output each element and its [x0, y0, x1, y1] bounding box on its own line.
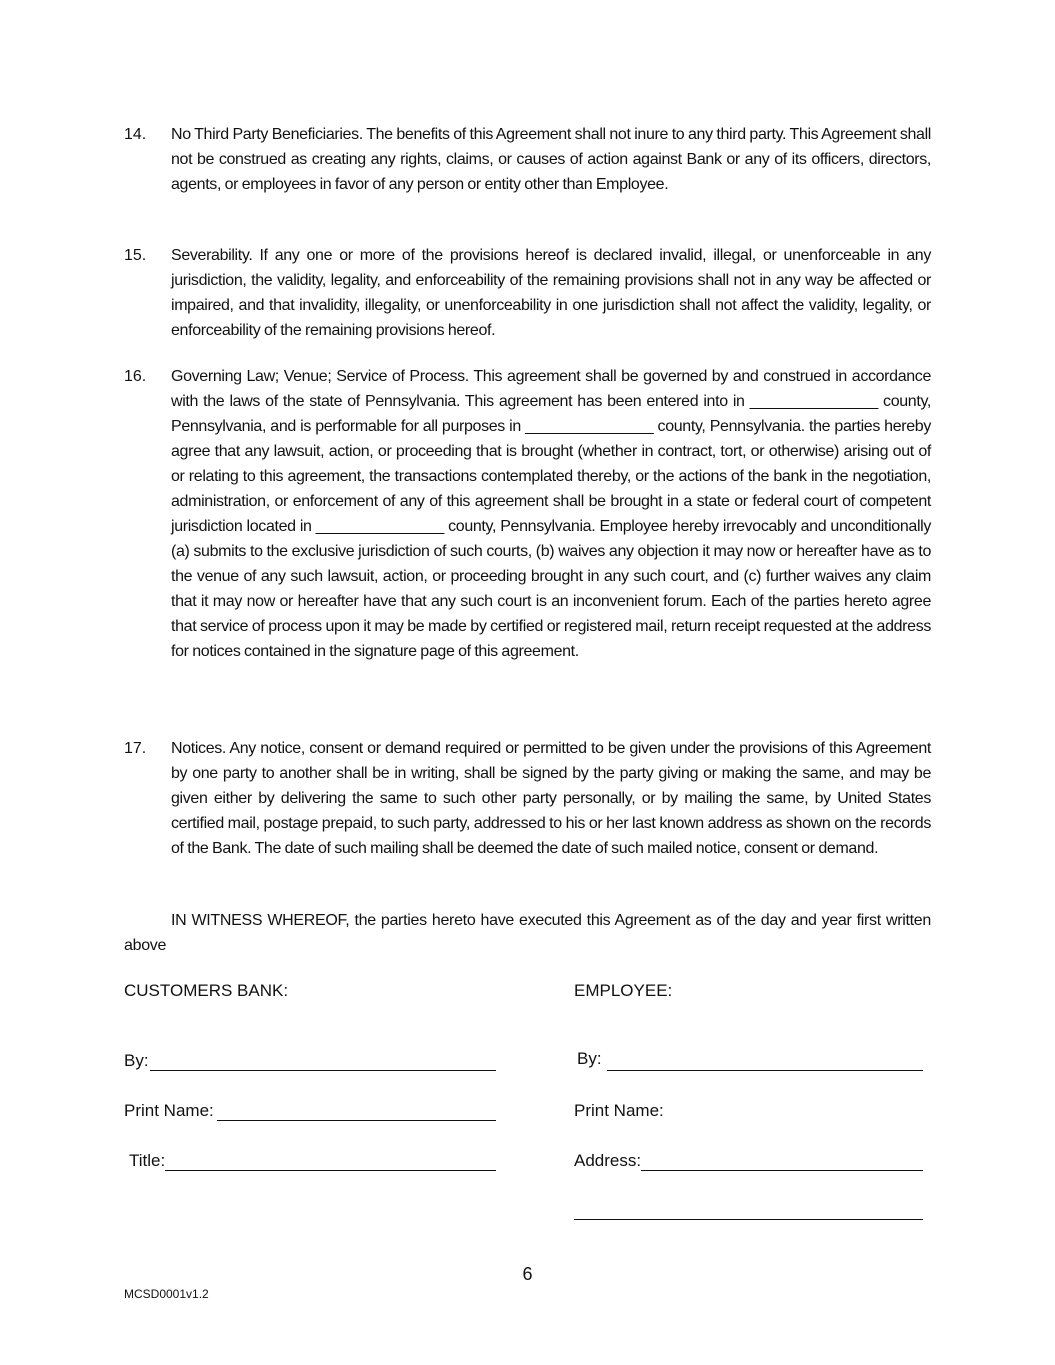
document-code: MCSD0001v1.2 [124, 1287, 209, 1301]
bank-heading: CUSTOMERS BANK: [124, 981, 289, 1000]
bank-title-label: Title: [129, 1151, 166, 1170]
bank-by-signature-line[interactable] [150, 1070, 496, 1071]
section-number: 15. [124, 247, 147, 264]
bank-title-line[interactable] [165, 1170, 496, 1171]
section-text: Governing Law; Venue; Service of Process. This agreement shall be governed by and construed in accordance with the laws of the state of Pennsylvania. This agreement has been entered into in _______________ county, Pennsylvania, and is performable for all purposes in _______________ county, Pennsylvania. the parties hereby agree that any lawsuit, action, or proceeding that is brought (whether in contract, tort, or otherwise) arising out of or relating to this agreement, the transactions contemplated thereby, or the actions of the bank in the negotiation, administration, or enforcement of any of this agreement shall be brought in a state or federal court of competent jurisdiction located in _______________ county, Pennsylvania. Employee hereby irrevocably and unconditionally (a) submits to the exclusive jurisdiction of such courts, (b) waives any objection it may now or hereafter have as to the venue of any such lawsuit, action, or proceeding brought in any such court, and (c) further waives any claim that it may now or hereafter have that any such court is an inconvenient forum. Each of the parties hereto agree that service of process upon it may be made by certified or registered mail, return receipt requested at the address for notices contained in the signature page of this agreement. [171, 368, 931, 660]
witness-paragraph: IN WITNESS WHEREOF, the parties hereto have executed this Agreement as of the day and year first written above [124, 912, 931, 954]
section-text: No Third Party Beneficiaries. The benefits of this Agreement shall not inure to any third party. This Agreement shall not be construed as creating any rights, claims, or causes of action against Bank or any of its officers, directors, agents, or employees in favor of any person or entity other than Employee. [171, 126, 931, 193]
section-16 [124, 364, 931, 664]
bank-print-name-label: Print Name: [124, 1101, 214, 1120]
employee-heading: EMPLOYEE: [574, 981, 673, 1000]
section-number: 14. [124, 126, 147, 143]
page-number: 6 [522, 1264, 533, 1284]
employee-address-line-2[interactable] [574, 1219, 923, 1220]
employee-address-line[interactable] [641, 1170, 923, 1171]
employee-by-label: By: [577, 1049, 602, 1068]
section-text: Severability. If any one or more of the provisions hereof is declared invalid, illegal, or unenforceable in any jurisdiction, the validity, legality, and enforceability of the remaining provisions shall not in any way be affected or impaired, and that invalidity, illegality, or unenforceability in one jurisdiction shall not affect the validity, legality, or enforceability of the remaining provisions hereof. [171, 247, 931, 339]
bank-print-name-line[interactable] [217, 1120, 496, 1121]
section-17 [124, 736, 931, 861]
bank-by-label: By: [124, 1051, 149, 1070]
employee-print-name-label: Print Name: [574, 1101, 664, 1120]
employee-address-label: Address: [574, 1151, 642, 1170]
employee-by-signature-line[interactable] [607, 1070, 923, 1071]
section-number: 16. [124, 368, 147, 385]
section-number: 17. [124, 740, 147, 757]
section-15 [124, 243, 931, 343]
section-14 [124, 122, 931, 197]
section-text: Notices. Any notice, consent or demand required or permitted to be given under the provisions of this Agreement by one party to another shall be in writing, shall be signed by the party giving or making the same, and may be given either by delivering the same to such other party personally, or by mailing the same, by United States certified mail, postage prepaid, to such party, addressed to his or her last known address as shown on the records of the Bank. The date of such mailing shall be deemed the date of such mailed notice, consent or demand. [171, 740, 931, 857]
